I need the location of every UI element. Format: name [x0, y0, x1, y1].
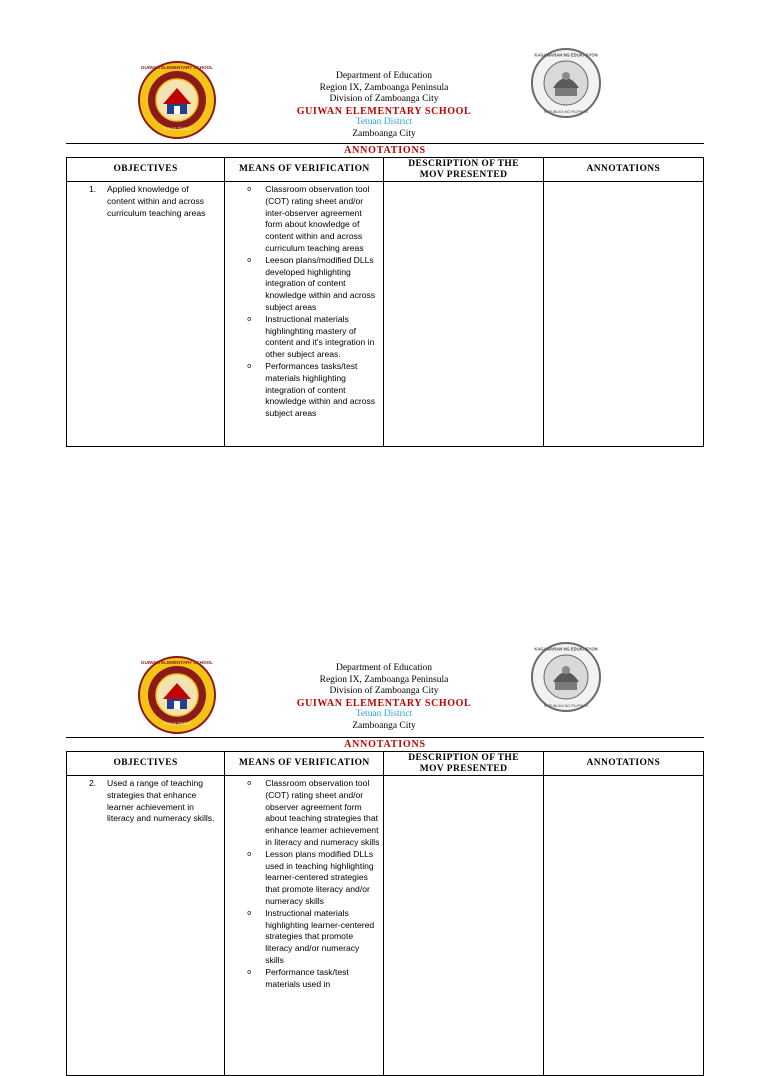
annotations-cell [543, 776, 703, 1076]
deped-seal-text: KAGAWARAN NG EDUKASYON [534, 52, 598, 58]
objective-cell [67, 182, 225, 447]
region-name: Region IX, Zamboanga Peninsula [319, 82, 449, 93]
objectives-header: OBJECTIVES [67, 752, 225, 776]
description-header-line2: MOV PRESENTED [419, 169, 508, 180]
circle-bullet-icon: o [247, 362, 252, 370]
school-name: GUIWAN ELEMENTARY SCHOOL [296, 697, 472, 709]
deped-seal [531, 642, 601, 712]
district-name: Tetuan District [355, 117, 413, 128]
list-item: o Lesson plans modified DLLs used in teaching highlighting learner-centered strategies that promote literacy and/or numeracy skills [247, 848, 374, 906]
table-header-row [67, 752, 704, 776]
deped-seal-text: KAGAWARAN NG EDUKASYON [534, 646, 598, 652]
school-logo-text: GUIWAN ELEMENTARY SCHOOL [140, 65, 214, 70]
document-title: ANNOTATIONS [344, 145, 426, 156]
description-header [384, 752, 543, 776]
table-header-row [67, 158, 704, 182]
city-name: Zamboanga City [352, 128, 416, 139]
circle-bullet-icon: o [247, 315, 252, 323]
school-logo-subtext: Tetuan District [163, 126, 191, 131]
list-item: o Instructional materials highlinghting mastery of content and it's integration in other subject areas. [247, 313, 375, 360]
circle-bullet-icon: o [247, 909, 252, 917]
circle-bullet-icon: o [247, 968, 252, 976]
list-item: o Performance task/test materials used in [247, 966, 349, 989]
annotations-table [66, 751, 704, 1076]
circle-bullet-icon: o [247, 256, 252, 264]
means-list [225, 182, 383, 422]
description-cell [384, 182, 543, 447]
circle-bullet-icon: o [247, 186, 252, 193]
annotations-header: ANNOTATIONS [543, 752, 703, 776]
means-header: MEANS OF VERIFICATION [225, 158, 384, 182]
circle-bullet-icon: o [247, 850, 252, 858]
deped-seal [531, 48, 601, 118]
department-name: Department of Education [335, 663, 433, 673]
header-divider [66, 143, 704, 144]
deped-seal-subtext: REPUBLIKA NG PILIPINAS [543, 704, 589, 708]
objective-text: Applied knowledge of content within and across curriculum teaching areas [107, 184, 206, 218]
school-logo [137, 655, 217, 735]
header-divider [66, 737, 704, 738]
list-item: o Performances tasks/test materials highlighting integration of content knowledge within and across subject areas [247, 360, 376, 419]
division-name: Division of Zamboanga City [329, 686, 439, 697]
description-header-line1: DESCRIPTION OF THE [408, 752, 519, 763]
description-header-line1: DESCRIPTION OF THE [408, 158, 519, 169]
document-title: ANNOTATIONS [344, 739, 426, 750]
annotations-table [66, 157, 704, 447]
letterhead [250, 71, 518, 141]
means-cell [225, 776, 384, 1076]
means-header: MEANS OF VERIFICATION [225, 752, 384, 776]
school-logo-text: GUIWAN ELEMENTARY SCHOOL [140, 660, 214, 665]
division-name: Division of Zamboanga City [329, 94, 439, 105]
means-cell [225, 182, 384, 447]
letterhead [250, 663, 518, 733]
description-cell [384, 776, 543, 1076]
means-list [225, 776, 383, 992]
objectives-header: OBJECTIVES [67, 158, 225, 182]
description-header [384, 158, 543, 182]
annotations-cell [543, 182, 703, 447]
objective-text: Used a range of teaching strategies that enhance learner achievement in literacy and numeracy skills. [107, 778, 215, 824]
objective-number: 2. [89, 778, 97, 788]
school-logo [137, 60, 217, 140]
table-row [67, 182, 704, 447]
description-header-line2: MOV PRESENTED [419, 763, 508, 774]
objective-number: 1. [89, 184, 97, 194]
school-name: GUIWAN ELEMENTARY SCHOOL [296, 105, 472, 117]
region-name: Region IX, Zamboanga Peninsula [319, 674, 449, 685]
circle-bullet-icon: o [247, 780, 252, 787]
school-logo-subtext: Tetuan District [163, 721, 191, 726]
annotations-header: ANNOTATIONS [543, 158, 703, 182]
deped-seal-subtext: REPUBLIKA NG PILIPINAS [543, 110, 589, 114]
list-item: o Classroom observation tool (COT) rating sheet and/or observer agreement form about teaching strategies that enhance learner achievement in literacy and numeracy skills [247, 778, 380, 847]
list-item: o Classroom observation tool (COT) rating sheet and/or inter-observer agreement form about knowledge of content within and across curriculum teaching areas [247, 184, 370, 253]
district-name: Tetuan District [355, 709, 413, 720]
department-name: Department of Education [335, 71, 433, 81]
city-name: Zamboanga City [352, 720, 416, 731]
list-item: o Leeson plans/modified DLLs developed highlighting integration of content knowledge within and across subject areas [247, 254, 376, 312]
list-item: o Instructional materials highlighting learner-centered strategies that promote literacy and/or numeracy skills [247, 907, 375, 965]
objective-cell [67, 776, 225, 1076]
table-row [67, 776, 704, 1076]
